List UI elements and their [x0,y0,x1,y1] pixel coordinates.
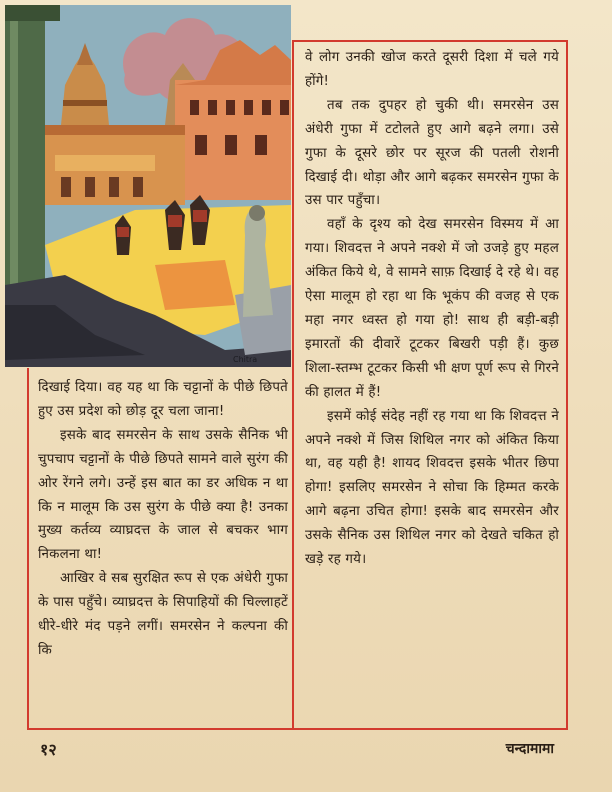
story-column-left [38,376,288,663]
paragraph: इसमें कोई संदेह नहीं रह गया था कि शिवदत्त ने अपने नक्शे में जिस शिथिल नगर को अंकित किया था, वह यही है! शायद शिवदत्त इसके भीतर छिपा होगा! इसलिए समरसेन ने सोचा कि हिम्मत करके आगे बढ़ना उचित होगा! इसके बाद समरसेन और उसके सैनिक उस शिथिल नगर को देखते चकित हो खड़े रह गये। [305,408,559,568]
magazine-title: चन्दामामा [505,741,554,757]
paragraph: तब तक दुपहर हो चुकी थी। समरसेन उस अंधेरी गुफा में टटोलते हुए आगे बढ़ने लगा। उसे गुफा के दूसरे छोर पर सूरज की पतली रोशनी दिखाई दी। थोड़ा और आगे बढ़कर समरसेन गुफा के उस पार पहुँचा। [305,97,559,209]
paragraph: आखिर वे सब सुरक्षित रूप से एक अंधेरी गुफा के पास पहुँचे। व्याघ्रदत्त के सिपाहियों की चिल्लाहटें धीरे-धीरे मंद पड़ने लगीं। समरसेन ने कल्पना की कि [38,571,288,658]
paragraph: दिखाई दिया। वह यह था कि चट्टानों के पीछे छिपते हुए उस प्रदेश को छोड़ दूर चला जाना! [38,380,288,419]
story-illustration [5,5,291,367]
paragraph: वहाँ के दृश्य को देख समरसेन विस्मय में आ गया। शिवदत्त ने अपने नक्शे में जो उजड़े हुए महल अंकित किये थे, वे सामने साफ़ दिखाई दे रहे थे। वह ऐसा मालूम हो रहा था कि भूकंप की वजह से एक महा नगर ध्वस्त हो गया हो! साथ ही बड़ी-बड़ी इमारतों की दीवारें टूटकर बिखरी पड़ी हैं। कुछ शिला-स्तम्भ टूटकर किसी भी क्षण पूर्ण रूप से गिरने की हालत में हैं! [305,217,559,400]
artist-signature: Chitra [233,355,258,364]
story-column-right [305,46,559,572]
paragraph: वे लोग उनकी खोज करते दूसरी दिशा में चले गये होंगे! [305,50,559,89]
page-number: १२ [40,740,57,759]
ruined-city-scene [5,5,291,367]
paragraph: इसके बाद समरसेन के साथ उसके सैनिक भी चुपचाप चट्टानों के पीछे छिपते सामने वाले सुरंग की ओर रेंगने लगे। उन्हें इस बात का डर अधिक न था कि न मालूम कि उस सुरंग के पीछे क्या है! उनका मुख्य कर्तव्य व्याघ्रदत्त के जाल से बचकर भाग निकलना था! [38,427,288,563]
